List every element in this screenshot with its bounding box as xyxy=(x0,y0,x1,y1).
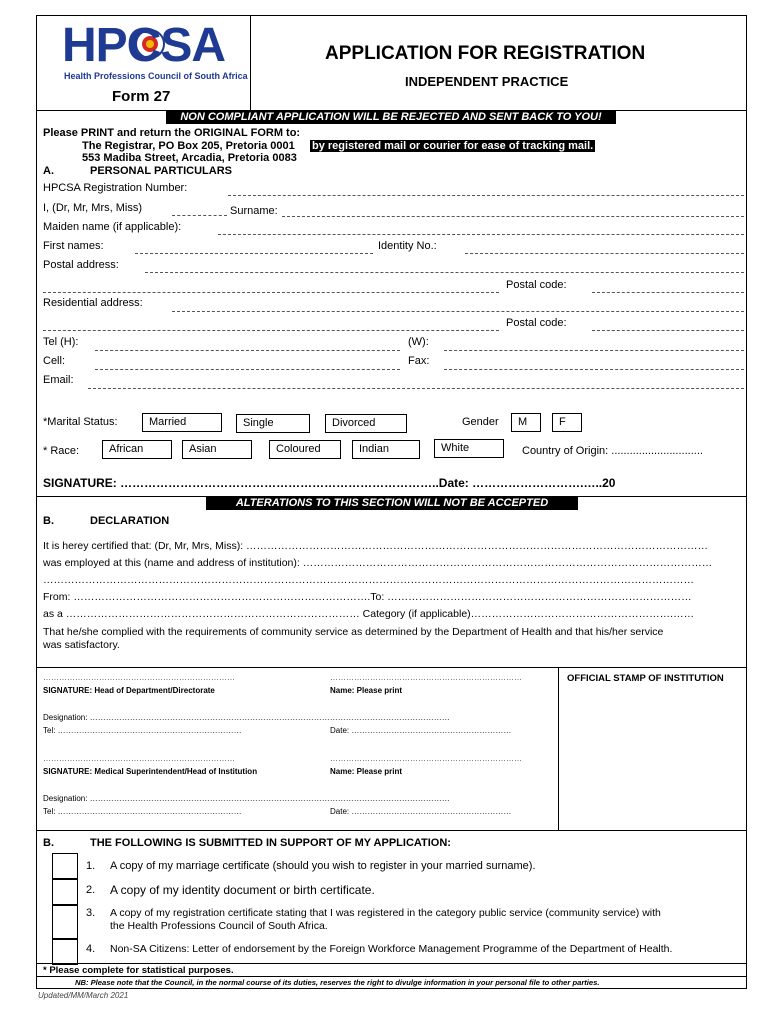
race-label: * Race: xyxy=(43,445,80,457)
declaration-line-1[interactable]: It is herey certified that: (Dr, Mr, Mrs, Miss): …………………………………………………………………………………………………………………… xyxy=(43,540,709,552)
gender-label: Gender xyxy=(462,416,499,428)
title-field[interactable] xyxy=(172,215,227,216)
marital-label: *Marital Status: xyxy=(43,416,118,428)
checkbox-item-2[interactable] xyxy=(52,879,78,905)
logo-letters: HPCSA xyxy=(62,19,226,72)
identity-field[interactable] xyxy=(465,253,744,254)
return-highlight: by registered mail or courier for ease of tracking mail. xyxy=(312,140,594,152)
identity-label: Identity No.: xyxy=(378,240,437,252)
item-3-num: 3. xyxy=(86,907,96,919)
email-label: Email: xyxy=(43,374,74,386)
date-2[interactable]: Date: …………………………………………………… xyxy=(330,807,512,816)
sig-head-label: SIGNATURE: Head of Department/Directorate xyxy=(43,686,215,695)
return-line-3: 553 Madiba Street, Arcadia, Pretoria 0083 xyxy=(82,152,297,164)
race-option-asian[interactable]: Asian xyxy=(182,440,252,459)
tel-2[interactable]: Tel: …………………………………………………………… xyxy=(43,807,242,816)
postal-label: Postal address: xyxy=(43,259,119,271)
section-c-title: THE FOLLOWING IS SUBMITTED IN SUPPORT OF MY APPLICATION: xyxy=(90,837,451,849)
section-c-top-line xyxy=(36,830,747,831)
name-print-label: Name: Please print xyxy=(330,686,403,695)
race-option-white[interactable]: White xyxy=(434,439,504,458)
designation-1[interactable]: Designation: ……………………………………………………………………………………………………………………… xyxy=(43,713,450,722)
designation-2[interactable]: Designation: ……………………………………………………………………………………………………………………… xyxy=(43,794,450,803)
footnote: * Please complete for statistical purposes. xyxy=(43,965,234,976)
surname-field[interactable] xyxy=(282,216,744,217)
email-field[interactable] xyxy=(88,388,744,389)
return-line-2: The Registrar, PO Box 205, Pretoria 0001 xyxy=(82,140,295,152)
checkbox-item-3[interactable] xyxy=(52,905,78,939)
res-postal-code-label: Postal code: xyxy=(506,317,567,329)
country-label: Country of Origin: .............................. xyxy=(522,445,703,457)
declaration-line-3[interactable]: …………………………………………………………………………………………………………………………………………………………………… xyxy=(43,574,694,586)
item-2-num: 2. xyxy=(86,884,96,896)
date-1[interactable]: Date: …………………………………………………… xyxy=(330,726,512,735)
tel-1[interactable]: Tel: …………………………………………………………… xyxy=(43,726,242,735)
declaration-line-4[interactable]: From: ………………………………………………………………………….To: …………………………………………………………………………… xyxy=(43,591,692,603)
marital-option-divorced[interactable]: Divorced xyxy=(325,414,407,433)
title-label: I, (Dr, Mr, Mrs, Miss) xyxy=(43,202,142,214)
reg-number-label: HPCSA Registration Number: xyxy=(43,182,188,194)
fax-field[interactable] xyxy=(444,369,744,370)
alterations-banner: ALTERATIONS TO THIS SECTION WILL NOT BE ACCEPTED xyxy=(206,497,578,510)
nb-top-line xyxy=(36,976,747,977)
item-3-text-line2: the Health Professions Council of South Africa. xyxy=(110,920,328,932)
stamp-left-line xyxy=(558,667,559,830)
tel-w-label: (W): xyxy=(408,336,429,348)
header-divider xyxy=(250,15,251,111)
maiden-field[interactable] xyxy=(218,234,744,235)
postal-field-2[interactable] xyxy=(43,292,499,293)
item-2-text: A copy of my identity document or birth certificate. xyxy=(110,883,375,897)
signature-line[interactable]: SIGNATURE: ……………………………………………………………………..Date: ……………………….…..20 xyxy=(43,476,616,490)
race-option-african[interactable]: African xyxy=(102,440,172,459)
section-a-letter: A. xyxy=(43,165,54,177)
item-1-text: A copy of my marriage certificate (should you wish to register in your married surname). xyxy=(110,860,536,872)
residential-field-2[interactable] xyxy=(43,330,499,331)
item-3-text: A copy of my registration certificate stating that I was registered in the category public service (community service) with xyxy=(110,907,661,919)
warning-banner: NON COMPLIANT APPLICATION WILL BE REJECTED AND SENT BACK TO YOU! xyxy=(166,111,616,124)
name-super-dots[interactable]: ……………………………………………………………… xyxy=(330,754,522,763)
form-number: Form 27 xyxy=(112,88,171,105)
race-option-coloured[interactable]: Coloured xyxy=(269,440,341,459)
sig-super-dots[interactable]: ……………………………………………………………… xyxy=(43,754,235,763)
section-b-title: DECLARATION xyxy=(90,515,170,527)
marital-option-single[interactable]: Single xyxy=(236,414,310,433)
tel-h-field[interactable] xyxy=(95,350,400,351)
form-subtitle: INDEPENDENT PRACTICE xyxy=(405,74,569,89)
declaration-line-5[interactable]: as a ………………………………………………………………………… Category (if applicable)………………………………………………….…… xyxy=(43,608,695,620)
res-postal-code-field[interactable] xyxy=(592,330,744,331)
residential-label: Residential address: xyxy=(43,297,143,309)
name-head-dots[interactable]: ……………………………………………………………… xyxy=(330,673,522,682)
item-4-num: 4. xyxy=(86,943,96,955)
first-names-label: First names: xyxy=(43,240,104,252)
section-a-title: PERSONAL PARTICULARS xyxy=(90,165,232,177)
cell-field[interactable] xyxy=(95,369,400,370)
gender-option-f[interactable]: F xyxy=(552,413,582,432)
updated-text: Updated/MM/March 2021 xyxy=(38,991,129,1000)
form-title: APPLICATION FOR REGISTRATION xyxy=(325,43,646,64)
fax-label: Fax: xyxy=(408,355,430,367)
marital-option-married[interactable]: Married xyxy=(142,413,222,432)
logo-subtitle: Health Professions Council of South Africa xyxy=(64,71,248,81)
sig-head-dots[interactable]: ……………………………………………………………… xyxy=(43,673,235,682)
declaration-line-6: That he/she complied with the requirements of community service as determined by the Department of Health and that his/her service xyxy=(43,626,664,638)
residential-field-1[interactable] xyxy=(172,311,744,312)
race-option-indian[interactable]: Indian xyxy=(352,440,420,459)
hpcsa-logo xyxy=(62,19,248,88)
footnote-top-line xyxy=(36,963,747,964)
stamp-label: OFFICIAL STAMP OF INSTITUTION xyxy=(567,673,724,684)
maiden-label: Maiden name (if applicable): xyxy=(43,221,182,233)
cell-label: Cell: xyxy=(43,355,66,367)
checkbox-item-1[interactable] xyxy=(52,853,78,879)
name-print-label-2: Name: Please print xyxy=(330,767,403,776)
surname-label: Surname: xyxy=(230,205,278,217)
section-c-letter: B. xyxy=(43,837,54,849)
tel-w-field[interactable] xyxy=(444,350,744,351)
checkbox-item-4[interactable] xyxy=(52,939,78,965)
postal-field-1[interactable] xyxy=(145,272,744,273)
first-names-field[interactable] xyxy=(135,253,373,254)
tel-h-label: Tel (H): xyxy=(43,336,79,348)
declaration-line-7: was satisfactory. xyxy=(43,639,120,651)
nb-text: NB: Please note that the Council, in the normal course of its duties, reserves the right to divulge information in your personal file to other parties. xyxy=(75,978,600,987)
item-1-num: 1. xyxy=(86,860,96,872)
gender-option-m[interactable]: M xyxy=(511,413,541,432)
postal-code-field[interactable] xyxy=(592,292,744,293)
sig-super-label: SIGNATURE: Medical Superintendent/Head of Institution xyxy=(43,767,258,776)
return-line-1: Please PRINT and return the ORIGINAL FORM to: xyxy=(43,127,301,139)
section-b-letter: B. xyxy=(43,515,54,527)
item-4-text: Non-SA Citizens: Letter of endorsement by the Foreign Workforce Management Programme of the Department of Health. xyxy=(110,943,673,955)
declaration-line-2[interactable]: was employed at this (name and address of institution): ……………………………………………………………………………………………………… xyxy=(43,557,713,569)
reg-number-field[interactable] xyxy=(228,195,744,196)
postal-code-label: Postal code: xyxy=(506,279,567,291)
stamp-top-line xyxy=(36,667,747,668)
